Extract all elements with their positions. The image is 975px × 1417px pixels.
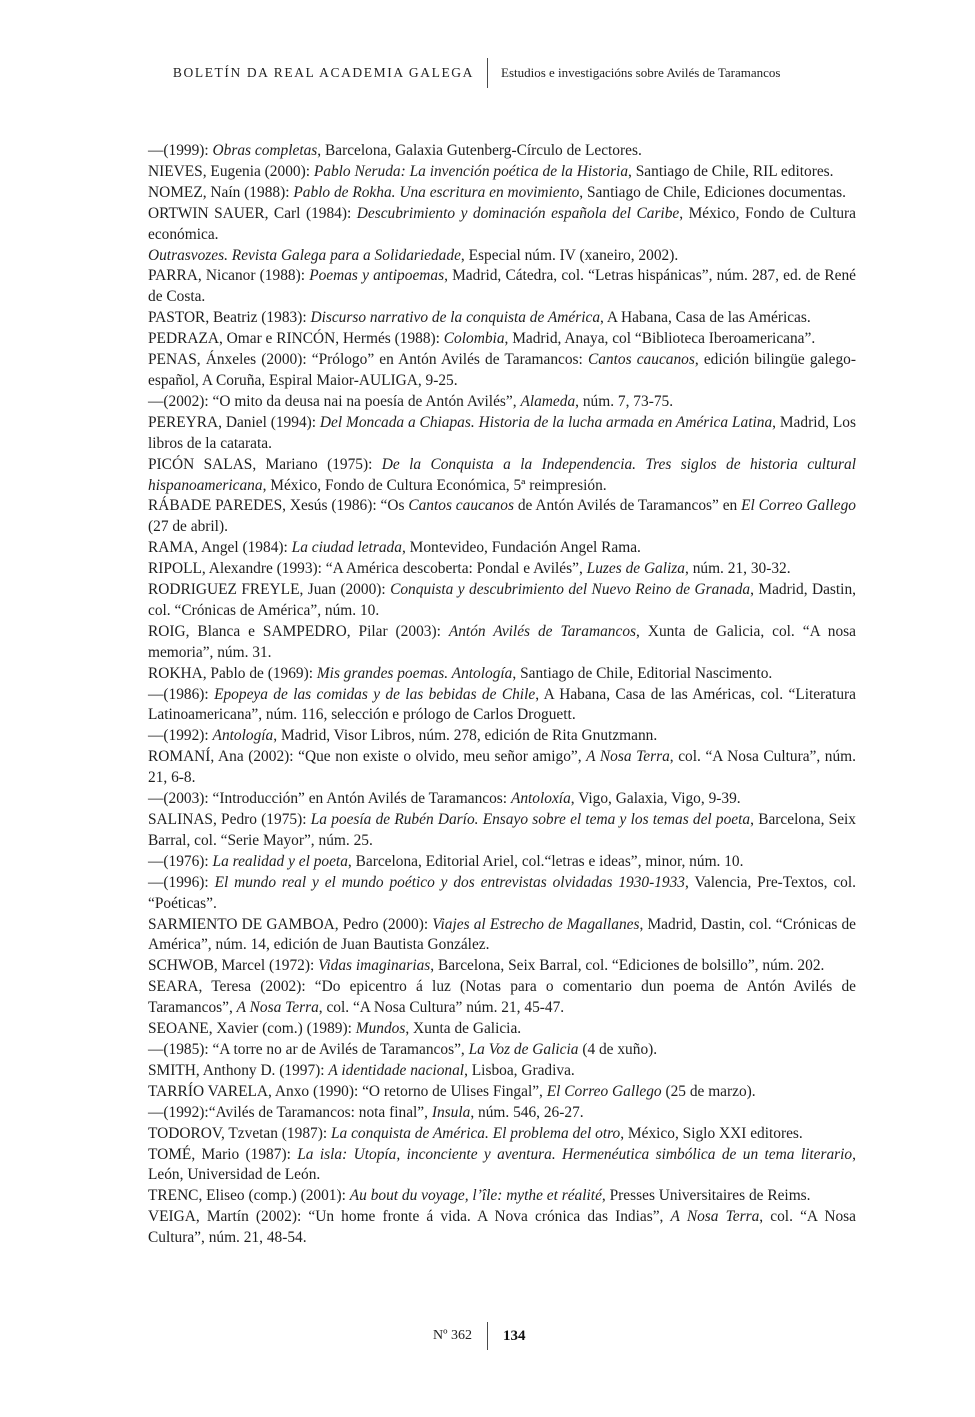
work-title: Mundos [355,1020,406,1038]
work-title: Au bout du voyage, l’île: mythe et réalité [349,1187,602,1205]
footer-divider [487,1322,488,1350]
bibliography-entry [148,496,856,538]
work-title: La conquista de América. El problema del otro [330,1124,621,1142]
bibliography-entry [148,162,856,183]
work-title: Poemas y antipoemas [309,267,445,285]
work-title: Luzes de Galiza [586,560,685,578]
entry-text: SEOANE, Xavier (com.) (1989): [148,1020,356,1038]
work-title: El Correo Gallego [741,497,856,515]
entry-text: , núm. 546, 26-27. [470,1103,584,1121]
entry-text: PASTOR, Beatriz (1983): [148,309,311,327]
bibliography-entry [148,1145,856,1187]
bibliography-entry [148,873,856,915]
entry-text: —(1976): [148,852,213,870]
entry-text: —(1992): [148,727,213,745]
entry-text: , Vigo, Galaxia, Vigo, 9-39. [570,790,741,808]
entry-text: , Madrid, Dastin, col. “Crónicas de América”, núm. 14, edición de Juan Bautista González. [148,915,856,954]
bibliography-entry [148,580,856,622]
entry-text: —(2002): “O mito da deusa nai na poesía de Antón Avilés”, [148,392,521,410]
bibliography-entry [148,810,856,852]
work-title: A Nosa Terra [586,748,670,766]
bibliography-entry [148,622,856,664]
bibliography-entry [148,141,856,162]
entry-text: , Barcelona, Editorial Ariel, col.“letras e ideas”, minor, núm. 10. [347,852,744,870]
entry-text: TOMÉ, Mario (1987): [148,1145,298,1163]
bibliography-entry [148,266,856,308]
issue-number: Nº 362 [433,1328,472,1343]
work-title: A Nosa Terra [236,999,319,1017]
entry-text: , México, Siglo XXI editores. [620,1124,803,1142]
bibliography-entry [148,685,856,727]
bibliography-entry [148,726,856,747]
bibliography-entry [148,1061,856,1082]
entry-text: ROIG, Blanca e SAMPEDRO, Pilar (2003): [148,622,449,640]
entry-text: , núm. 7, 73-75. [575,392,674,410]
work-title: Vidas imaginarias [318,957,431,975]
entry-text: , Xunta de Galicia, col. “A nosa memoria”, núm. 31. [148,622,857,661]
entry-text: ORTWIN SAUER, Carl (1984): [148,204,357,222]
work-title: Antón Avilés de Taramancos [448,622,637,640]
work-title: Cantos caucanos [408,497,514,515]
work-title: La ciudad letrada [291,539,402,557]
bibliography-entry [148,183,856,204]
entry-text: TRENC, Eliseo (comp.) (2001): [148,1187,350,1205]
journal-title: BOLETÍN DA REAL ACADEMIA GALEGA [172,65,474,80]
entry-text: , Especial núm. IV (xaneiro, 2002). [460,246,679,264]
work-title: Pablo de Rokha. Una escritura en movimiento [293,183,580,201]
page-number: 134 [503,1327,526,1344]
entry-text: , Barcelona, Seix Barral, col. “Serie Mayor”, núm. 25. [148,811,857,849]
entry-text: SMITH, Anthony D. (1997): [148,1061,329,1079]
bibliography-entry [148,559,856,580]
entry-text: PEDRAZA, Omar e RINCÓN, Hermés (1988): [148,330,444,348]
entry-text: SARMIENTO DE GAMBOA, Pedro (2000): [148,915,433,933]
work-title: Epopeya de las comidas y de las bebidas de Chile [214,685,536,703]
bibliography-entry [148,977,856,1019]
bibliography-entry [148,455,856,497]
bibliography-entry [148,1040,856,1061]
work-title: La poesía de Rubén Darío. Ensayo sobre el tema y los temas del poeta [310,811,751,828]
work-title: Discurso narrativo de la conquista de América [310,309,601,327]
bibliography-entry [148,664,856,685]
entry-text: , A Habana, Casa de las Américas. [600,309,811,327]
entry-text: VEIGA, Martín (2002): “Un home fronte á vida. A Nova crónica das Indias”, [148,1208,671,1226]
entry-text: ROKHA, Pablo de (1969): [148,664,317,682]
entry-text: , Xunta de Galicia. [405,1020,522,1038]
bibliography-entry [148,1019,856,1040]
bibliography-entry [148,204,856,246]
entry-text: , col. “A Nosa Cultura”, núm. 21, 6-8. [148,748,857,787]
page-footer [0,1322,975,1350]
work-title: El Correo Gallego [546,1082,662,1100]
section-title: Estudios e investigacións sobre Avilés de Taramancos [501,65,781,80]
entry-text: (25 de marzo). [661,1082,756,1100]
entry-text: RÁBADE PAREDES, Xesús (1986): “Os [148,497,409,515]
entry-text: , Lisboa, Gradiva. [464,1061,575,1079]
entry-text: , col. “A Nosa Cultura” núm. 21, 45-47. [318,999,565,1017]
entry-text: SALINAS, Pedro (1975): [148,811,311,828]
entry-text: , col. “A Nosa Cultura”, núm. 21, 48-54. [148,1208,856,1247]
bibliography-entry [148,1186,856,1207]
entry-text: —(1996): [148,873,215,891]
entry-text: —(1986): [148,685,215,703]
work-title: La realidad y el poeta [212,852,348,870]
entry-text: , Santiago de Chile, RIL editores. [628,162,834,180]
work-title: La isla: Utopía, inconciente y aventura. Hermenéutica simbólica de un tema literario [297,1145,853,1163]
entry-text: SCHWOB, Marcel (1972): [148,957,319,975]
work-title: El mundo real y el mundo poético y dos entrevistas olvidadas 1930-1933 [214,873,686,891]
entry-text: —(1985): “A torre no ar de Avilés de Taramancos”, [148,1040,469,1058]
work-title: Obras completas [212,142,318,159]
entry-text: —(2003): “Introducción” en Antón Avilés de Taramancos: [148,790,511,808]
entry-text: PENAS, Ánxeles (2000): “Prólogo” en Antón Avilés de Taramancos: [148,351,588,369]
work-title: Antoloxía [510,790,571,808]
entry-text: , Madrid, Dastin, col. “Crónicas de América”, núm. 10. [148,581,856,619]
bibliography-entry [148,956,856,977]
entry-text: RIPOLL, Alexandre (1993): “A América descoberta: Pondal e Avilés”, [148,560,587,578]
work-title: Cantos caucanos [587,351,695,369]
work-title: Outrasvozes. Revista Galega para a Solidariedade [148,246,461,264]
work-title: Descubrimiento y dominación española del Caribe [356,204,680,222]
entry-text: —(1999): [148,142,213,159]
entry-text: , Barcelona, Seix Barral, col. “Ediciones de bolsillo”, núm. 202. [430,957,825,975]
entry-text: , Madrid, Cátedra, col. “Letras hispánicas”, núm. 287, ed. de René de Costa. [148,267,856,306]
bibliography-entry [148,789,856,810]
work-title: Pablo Neruda: La invención poética de la Historia [313,162,629,180]
entry-text: , Montevideo, Fundación Angel Rama. [401,539,641,557]
entry-text: , Presses Universitaires de Reims. [601,1187,811,1205]
bibliography-entry [148,350,856,392]
entry-text: TARRÍO VARELA, Anxo (1990): “O retorno de Ulises Fingal”, [148,1082,547,1100]
entry-text: PARRA, Nicanor (1988): [148,267,310,285]
bibliography-entry [148,915,856,957]
work-title: A identidade nacional [328,1061,465,1079]
work-title: Insula [431,1103,471,1121]
entry-text: PEREYRA, Daniel (1994): [148,413,320,431]
entry-text: ROMANÍ, Ana (2002): “Que non existe o olvido, meu señor amigo”, [148,748,587,766]
entry-text: (4 de xuño). [578,1040,658,1058]
bibliography-entry [148,392,856,413]
bibliography-entry [148,1124,856,1145]
entry-text: NOMEZ, Naín (1988): [148,183,294,201]
entry-text: RAMA, Angel (1984): [148,539,292,557]
bibliography-entry [148,852,856,873]
work-title: Del Moncada a Chiapas. Historia de la lucha armada en América Latina [319,413,773,431]
bibliography-entry [148,329,856,350]
entry-text: , Santiago de Chile, Editorial Nascimento. [512,664,773,682]
bibliography-entry [148,308,856,329]
entry-text: , edición bilingüe galego-español, A Coruña, Espiral Maior-AULIGA, 9-25. [148,351,857,389]
entry-text: , León, Universidad de León. [148,1145,856,1184]
entry-text: NIEVES, Eugenia (2000): [148,162,314,180]
bibliography-entry [148,1207,856,1249]
entry-text: , Madrid, Los libros de la catarata. [148,413,856,452]
entry-text: TODOROV, Tzvetan (1987): [148,1124,331,1142]
entry-text: RODRIGUEZ FREYLE, Juan (2000): [148,581,391,599]
entry-text: de Antón Avilés de Taramancos” en [513,497,742,515]
bibliography-entry [148,246,856,267]
work-title: Viajes al Estrecho de Magallanes [432,915,640,933]
work-title: Antología [212,727,274,745]
bibliography-entry [148,747,856,789]
entry-text: —(1992):“Avilés de Taramancos: nota final”, [148,1103,432,1121]
entry-text: SEARA, Teresa (2002): “Do epicentro á luz (Notas para o comentario dun poema de Antón Avilés de Taramancos”, [148,978,856,1017]
entry-text: , México, Fondo de Cultura Económica, 5ª reimpresión. [262,476,607,494]
entry-text: (27 de abril). [148,518,228,536]
entry-text: , Valencia, Pre-Textos, col. “Poéticas”. [148,873,856,912]
work-title: Alameda [520,392,576,410]
bibliography-list [148,141,856,1249]
work-title: De la Conquista a la Independencia. Tres siglos de historia cultural hispanoamericana [148,455,856,494]
work-title: Colombia [443,330,505,348]
bibliography-entry [148,1082,856,1103]
work-title: Conquista y descubrimiento del Nuevo Reino de Granada [390,581,751,599]
work-title: A Nosa Terra [670,1208,760,1226]
page-header [0,58,975,88]
work-title: Mis grandes poemas. Antología [316,664,513,682]
entry-text: , Santiago de Chile, Ediciones documentas. [579,183,847,201]
bibliography-entry [148,538,856,559]
entry-text: , Barcelona, Galaxia Gutenberg-Círculo de Lectores. [317,142,642,159]
entry-text: PICÓN SALAS, Mariano (1975): [148,455,382,473]
entry-text: , Madrid, Visor Libros, núm. 278, edición de Rita Gnutzmann. [273,727,658,745]
entry-text: , Madrid, Anaya, col “Biblioteca Iberoamericana”. [504,330,816,348]
entry-text: , A Habana, Casa de las Américas, col. “Literatura Latinoamericana”, núm. 116, selección e prólogo de Carlos Droguett. [148,685,856,724]
work-title: La Voz de Galicia [468,1040,579,1058]
bibliography-entry [148,413,856,455]
bibliography-entry [148,1103,856,1124]
entry-text: , núm. 21, 30-32. [685,560,791,578]
header-divider [487,58,488,88]
entry-text: , México, Fondo de Cultura económica. [148,204,856,243]
